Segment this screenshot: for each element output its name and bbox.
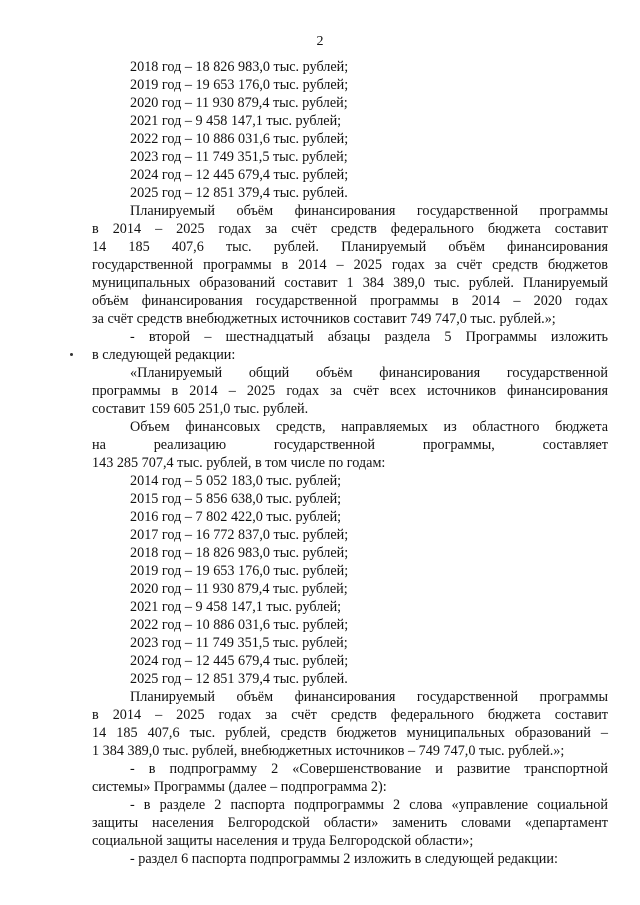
year-line: 2018 год – 18 826 983,0 тыс. рублей; [130,545,349,561]
page-number: 2 [316,34,324,49]
year-line: 2022 год – 10 886 031,6 тыс. рублей; [130,617,349,633]
paragraph-line: Планируемый объём финансирования государственной программы [130,689,608,705]
paragraph-line: 1 384 389,0 тыс. рублей, внебюджетных источников – 749 747,0 тыс. рублей.»; [92,743,565,759]
year-line: 2014 год – 5 052 183,0 тыс. рублей; [130,473,342,489]
paragraph-line: защиты населения Белгородской области» заменить словами «департамент [92,815,608,831]
year-line: 2025 год – 12 851 379,4 тыс. рублей. [130,185,348,201]
year-line: 2024 год – 12 445 679,4 тыс. рублей; [130,167,349,183]
paragraph-line: государственной программы в 2014 – 2025 годах за счёт средств бюджетов [92,257,608,273]
paragraph-line: в 2014 – 2025 годах за счёт средств федерального бюджета составит [92,707,608,723]
year-line: 2024 год – 12 445 679,4 тыс. рублей; [130,653,349,669]
paragraph-line: в следующей редакции: [92,347,236,363]
year-line: 2023 год – 11 749 351,5 тыс. рублей; [130,149,348,165]
year-line: 2018 год – 18 826 983,0 тыс. рублей; [130,59,349,75]
paragraph-line: программы в 2014 – 2025 годах за счёт всех источников финансирования [92,383,608,399]
year-line: 2020 год – 11 930 879,4 тыс. рублей; [130,95,348,111]
year-line: 2021 год – 9 458 147,1 тыс. рублей; [130,599,342,615]
paragraph-line: за счёт средств внебюджетных источников составит 749 747,0 тыс. рублей.»; [92,311,556,327]
year-line: 2022 год – 10 886 031,6 тыс. рублей; [130,131,349,147]
paragraph-line: Объем финансовых средств, направляемых из областного бюджета [130,419,608,435]
paragraph-line: 14 185 407,6 тыс. рублей, средств бюджетов муниципальных образований – [92,725,608,741]
paragraph-line: - в разделе 2 паспорта подпрограммы 2 слова «управление социальной [130,797,608,813]
paragraph-line: Планируемый объём финансирования государственной программы [130,203,608,219]
year-line: 2023 год – 11 749 351,5 тыс. рублей; [130,635,348,651]
year-line: 2020 год – 11 930 879,4 тыс. рублей; [130,581,348,597]
paragraph-line: составит 159 605 251,0 тыс. рублей. [92,401,309,417]
paragraph-line: объём финансирования государственной программы в 2014 – 2020 годах [92,293,608,309]
paragraph-line: муниципальных образований составит 1 384 389,0 тыс. рублей. Планируемый [92,275,608,291]
year-line: 2021 год – 9 458 147,1 тыс. рублей; [130,113,342,129]
paragraph-line: - в подпрограмму 2 «Совершенствование и развитие транспортной [130,761,608,777]
year-line: 2017 год – 16 772 837,0 тыс. рублей; [130,527,349,543]
paragraph-line: на реализацию государственной программы, составляет [92,437,608,453]
paragraph-line: - второй – шестнадцатый абзацы раздела 5 Программы изложить [130,329,608,345]
paragraph-line: 143 285 707,4 тыс. рублей, в том числе по годам: [92,455,386,471]
paragraph-line: в 2014 – 2025 годах за счёт средств федерального бюджета составит [92,221,608,237]
paragraph-line: «Планируемый общий объём финансирования государственной [130,365,608,381]
paragraph-line: социальной защиты населения и труда Белгородской области»; [92,833,474,849]
year-line: 2016 год – 7 802 422,0 тыс. рублей; [130,509,342,525]
year-line: 2015 год – 5 856 638,0 тыс. рублей; [130,491,342,507]
paragraph-line: - раздел 6 паспорта подпрограммы 2 изложить в следующей редакции: [130,851,558,867]
year-line: 2019 год – 19 653 176,0 тыс. рублей; [130,563,349,579]
year-line: 2025 год – 12 851 379,4 тыс. рублей. [130,671,348,687]
paragraph-line: системы» Программы (далее – подпрограмма 2): [92,779,387,795]
year-line: 2019 год – 19 653 176,0 тыс. рублей; [130,77,349,93]
margin-mark [70,353,73,356]
paragraph-line: 14 185 407,6 тыс. рублей. Планируемый объём финансирования [92,239,608,255]
